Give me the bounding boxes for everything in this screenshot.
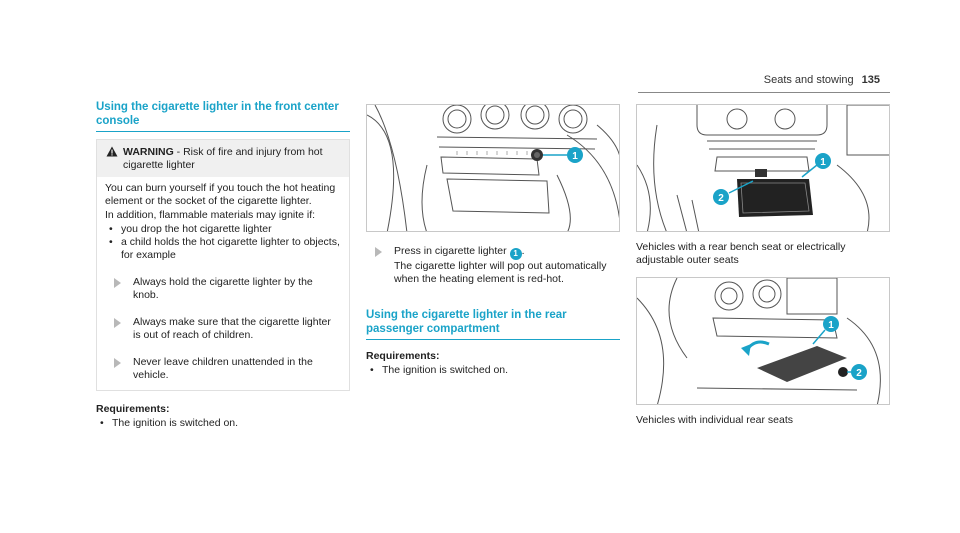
warning-text: You can burn yourself if you touch the hot heating element or the socket of the cigarette lighter. xyxy=(105,182,336,207)
section-title-front: Using the cigarette lighter in the front center console xyxy=(96,101,339,127)
caption-individual-seats: Vehicles with individual rear seats xyxy=(636,414,793,426)
list-item: • a child holds the hot cigarette lighter to objects, for example xyxy=(105,236,341,262)
step-arrow-icon xyxy=(375,247,382,257)
section-title-rear: Using the cigarette lighter in the rear passenger compartment xyxy=(366,309,567,335)
header-rule xyxy=(638,92,890,93)
page-header xyxy=(750,74,880,86)
individual-seats-illustration xyxy=(637,278,890,405)
callout-1: 1 xyxy=(510,248,522,260)
step-arrow-icon xyxy=(114,358,121,368)
warning-action: Always hold the cigarette lighter by the knob. xyxy=(105,276,341,302)
section-name: Seats and stowing xyxy=(763,74,854,86)
figure-callout-1: 1 xyxy=(820,157,826,168)
warning-heading xyxy=(97,140,349,177)
warning-label: WARNING xyxy=(123,146,174,158)
warning-box xyxy=(96,139,350,391)
step-arrow-icon xyxy=(114,318,121,328)
figure-callout-2: 2 xyxy=(718,193,724,204)
rear-bench-illustration xyxy=(637,105,890,232)
middle-column xyxy=(366,100,620,377)
list-item: • The ignition is switched on. xyxy=(96,417,350,430)
figure-callout-1: 1 xyxy=(828,320,834,331)
warning-body xyxy=(97,177,349,390)
requirements-title: Requirements: xyxy=(366,350,440,362)
rear-bench-figure xyxy=(636,104,890,232)
title-rule xyxy=(366,339,620,340)
figure-callout-2: 2 xyxy=(856,368,862,379)
requirements-list xyxy=(96,417,350,430)
requirements-list xyxy=(366,364,620,377)
page-number: 135 xyxy=(861,74,880,86)
list-item: • you drop the hot cigarette lighter xyxy=(105,223,341,236)
warning-action: Always make sure that the cigarette lighter is out of reach of children. xyxy=(105,316,341,342)
front-console-illustration xyxy=(367,105,620,232)
figure-callout-1: 1 xyxy=(572,151,578,162)
requirements-rear xyxy=(366,350,620,377)
warning-conditions-intro: In addition, flammable materials may ignite if: xyxy=(105,209,316,221)
list-item: • The ignition is switched on. xyxy=(366,364,620,377)
warning-heading-text: - Risk of fire and injury from hot cigarette lighter xyxy=(123,146,323,171)
warning-triangle-icon xyxy=(106,146,118,157)
title-rule xyxy=(96,131,350,132)
step-press-lighter: Press in cigarette lighter 1 . The cigarette lighter will pop out automatically when the heating element is red-hot. xyxy=(366,245,620,286)
right-column xyxy=(636,100,890,427)
warning-action: Never leave children unattended in the vehicle. xyxy=(105,356,341,382)
front-console-figure xyxy=(366,104,620,232)
requirements-title: Requirements: xyxy=(96,403,170,415)
step-result: The cigarette lighter will pop out automatically when the heating element is red-hot. xyxy=(394,260,607,285)
caption-rear-bench: Vehicles with a rear bench seat or electrically adjustable outer seats xyxy=(636,241,846,266)
individual-seats-figure xyxy=(636,277,890,405)
requirements-front xyxy=(96,403,350,430)
warning-conditions xyxy=(105,223,341,262)
left-column xyxy=(96,100,350,430)
step-arrow-icon xyxy=(114,278,121,288)
